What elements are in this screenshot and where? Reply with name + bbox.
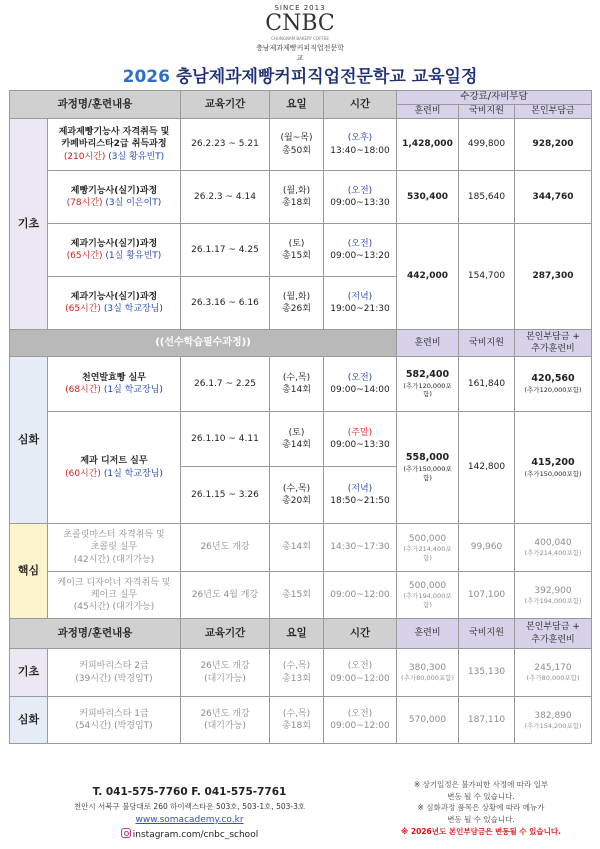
divider-support: 국비지원	[459, 330, 515, 357]
time-cell	[324, 171, 397, 224]
divider-self	[515, 330, 592, 357]
days-cell	[270, 277, 324, 330]
period-cell: 26.1.7 ~ 2.25	[181, 357, 270, 412]
header-course: 과정명/훈련내용	[10, 91, 181, 119]
course-cell	[48, 357, 181, 412]
period-cell: 26.1.17 ~ 4.25	[181, 224, 270, 277]
time-slot: (오전)	[347, 661, 373, 672]
course-name: 초콜릿 실무	[90, 542, 138, 553]
instagram-link[interactable]: instagram.com/cnbc_school	[132, 830, 259, 840]
time-value: 18:50~21:50	[330, 496, 390, 506]
support-cell: 99,960	[459, 524, 515, 572]
fee-value: 558,000	[405, 452, 450, 464]
self-sub: (추가80,000포함)	[526, 674, 580, 683]
table-header-row	[10, 91, 592, 105]
days-cell	[270, 467, 324, 524]
support-cell: 185,640	[459, 171, 515, 224]
self-value: 420,560	[531, 373, 575, 385]
fee-cell: 1,428,000	[397, 119, 459, 171]
time-cell	[324, 277, 397, 330]
fee-value: 582,400	[405, 368, 450, 380]
logo-mark: CNBC	[265, 11, 335, 36]
session-count: 총15회	[270, 572, 324, 619]
course-hours: (39시간)	[75, 673, 112, 684]
fee-cell	[397, 572, 459, 619]
course-name: 제과기능사(실기)과정	[70, 238, 158, 249]
course-hours: (45시간)	[73, 602, 110, 613]
course-hours: (65시간)	[65, 304, 101, 314]
table-row	[10, 224, 592, 277]
period-cell: 26.2.3 ~ 4.14	[181, 171, 270, 224]
header-time: 시간	[324, 91, 397, 119]
logo-since: SINCE 2013	[274, 4, 326, 12]
self-value: 382,890	[534, 710, 572, 721]
time-slot: (오후)	[347, 133, 373, 144]
instagram-icon	[121, 828, 131, 838]
period-value: 26년도 개강	[200, 661, 250, 672]
time-cell: 09:00~12:00	[324, 572, 397, 619]
session-count: 총26회	[282, 304, 311, 314]
fee-cell	[397, 524, 459, 572]
coffee-self-line1: 본인부담금 +	[526, 622, 580, 633]
period-note: (대기가능)	[204, 721, 246, 731]
header-payment: 수강료/자비부담	[397, 91, 592, 105]
support-cell: 107,100	[459, 572, 515, 619]
course-room: (박경임T)	[114, 721, 153, 731]
days-value: (월,화)	[282, 291, 311, 302]
phone-fax: T. 041-575-7760 F. 041-575-7761	[92, 786, 287, 798]
fee-sub: (추가150,000포함)	[403, 465, 452, 482]
course-cell	[48, 119, 181, 171]
coffee-header-support: 국비지원	[459, 619, 515, 649]
course-hours: (42시간)	[73, 554, 110, 565]
coffee-header-course: 과정명/훈련내용	[10, 619, 181, 649]
course-name: 카페바리스타2급 취득과정	[61, 139, 167, 150]
days-value: (수,목)	[282, 708, 311, 719]
self-value: 245,170	[534, 663, 572, 674]
time-cell	[324, 224, 397, 277]
course-hours: (65시간)	[66, 251, 103, 261]
divider-fee: 훈련비	[397, 330, 459, 357]
time-cell	[324, 357, 397, 412]
time-slot: (저녁)	[347, 291, 373, 302]
course-name: 커피바리스타 2급	[79, 661, 149, 672]
self-cell	[515, 357, 592, 412]
support-cell: 187,110	[459, 697, 515, 744]
fee-sub: (추가194,000포함)	[403, 592, 452, 610]
fee-cell	[397, 357, 459, 412]
course-room: (박경임T)	[114, 673, 153, 684]
days-cell	[270, 697, 324, 744]
time-value: 09:00~14:00	[330, 385, 390, 395]
session-count: 총18회	[282, 198, 311, 208]
session-count: 총14회	[282, 385, 311, 395]
school-logo	[255, 4, 345, 62]
course-cell	[48, 277, 181, 330]
days-cell	[270, 119, 324, 171]
logo-school-name: 충남제과제빵커피직업전문학교	[256, 44, 344, 62]
fee-value: 500,000	[408, 533, 447, 544]
header-days: 요일	[270, 91, 324, 119]
category-advanced: 심화	[10, 357, 48, 524]
course-cell	[48, 572, 181, 619]
header-support: 국비지원	[459, 105, 515, 119]
title-text: 충남제과제빵커피직업전문학교 교육일정	[175, 67, 478, 87]
course-name: 커피바리스타 1급	[79, 708, 149, 719]
course-room: (3실 학교장님)	[103, 304, 163, 314]
table-divider-row	[10, 330, 592, 357]
time-slot: (저녁)	[347, 483, 373, 494]
fee-sub: (추가214,400포함)	[403, 544, 452, 562]
days-value: (월,화)	[282, 185, 311, 196]
table-row	[10, 119, 592, 171]
period-cell: 26.3.16 ~ 6.16	[181, 277, 270, 330]
self-sub: (추가194,000포함)	[524, 596, 582, 605]
days-cell	[270, 171, 324, 224]
self-cell	[515, 649, 592, 697]
website-link[interactable]: www.somacademy.co.kr	[135, 815, 244, 825]
course-room: (3실 이은이T)	[105, 198, 162, 208]
days-value: (토)	[288, 238, 305, 249]
schedule-table	[9, 90, 592, 744]
coffee-header-days: 요일	[270, 619, 324, 649]
period-note: (대기가능)	[204, 673, 246, 684]
note-line: ※ 심화과정 품목은 상황에 따라 메뉴가	[417, 803, 545, 813]
self-sub: (추가214,400포함)	[524, 549, 582, 558]
course-name: 제과 디저트 실무	[80, 456, 148, 467]
period-cell: 26.1.10 ~ 4.11	[181, 412, 270, 467]
session-count: 총14회	[270, 524, 324, 572]
support-cell-shared: 154,700	[459, 224, 515, 330]
period-cell	[181, 649, 270, 697]
self-cell-shared: 287,300	[515, 224, 592, 330]
days-value: (수,목)	[282, 372, 311, 383]
self-sub: (추가120,000포함)	[524, 386, 582, 395]
support-cell: 499,800	[459, 119, 515, 171]
course-hours: (60시간)	[65, 468, 101, 479]
self-sub: (추가154,200포함)	[524, 721, 582, 730]
note-line: 변동 될 수 있습니다.	[447, 791, 515, 801]
time-value: 09:00~13:30	[330, 198, 390, 208]
course-room: (3실 황유빈T)	[108, 151, 165, 162]
fee-cell	[397, 649, 459, 697]
days-value: (월~목)	[280, 133, 313, 144]
time-value: 09:00~12:00	[330, 673, 390, 684]
fee-sub: (추가120,000포함)	[403, 381, 452, 399]
course-hours: (210시간)	[63, 151, 106, 162]
title-year: 2026	[122, 67, 170, 87]
time-cell	[324, 649, 397, 697]
course-name: 제빵기능사(실기)과정	[70, 185, 158, 196]
coffee-header-time: 시간	[324, 619, 397, 649]
course-room: (대기가능)	[112, 554, 155, 565]
period-cell: 26.2.23 ~ 5.21	[181, 119, 270, 171]
instagram-row[interactable]	[12, 828, 367, 840]
session-count: 총13회	[282, 673, 311, 684]
self-value: 400,040	[534, 538, 572, 549]
session-count: 총15회	[282, 251, 311, 261]
time-cell	[324, 412, 397, 467]
course-cell	[48, 649, 181, 697]
course-room: (1실 학교장님)	[103, 468, 163, 479]
self-cell: 928,200	[515, 119, 592, 171]
divider-self-line1: 본인부담금 +	[526, 331, 580, 342]
course-name: 케이크 실무	[90, 589, 138, 600]
self-cell	[515, 524, 592, 572]
days-cell	[270, 357, 324, 412]
table-row	[10, 412, 592, 467]
days-cell	[270, 412, 324, 467]
course-name: 제과기능사(실기)과정	[70, 291, 158, 302]
session-count: 총18회	[282, 721, 311, 731]
coffee-header-row	[10, 619, 592, 649]
course-name: 초콜릿마스터 자격취득 및	[63, 530, 165, 541]
category-basic: 기초	[10, 119, 48, 330]
time-slot: (오전)	[347, 708, 373, 719]
course-cell	[48, 697, 181, 744]
category-coffee-advanced: 심화	[10, 697, 48, 744]
self-cell	[515, 697, 592, 744]
header-self: 본인부담금	[515, 105, 592, 119]
prerequisite-label: ((선수학습필수과정))	[10, 330, 397, 357]
session-count: 총14회	[282, 440, 311, 450]
table-row	[10, 357, 592, 412]
period-cell: 26년도 개강	[181, 524, 270, 572]
note-line: 변동 될 수 있습니다.	[447, 814, 515, 824]
table-row	[10, 649, 592, 697]
coffee-header-fee: 훈련비	[397, 619, 459, 649]
coffee-header-self	[515, 619, 592, 649]
self-cell	[515, 572, 592, 619]
table-row	[10, 171, 592, 224]
fee-value: 380,300	[408, 663, 447, 674]
self-cell: 344,760	[515, 171, 592, 224]
time-value: 09:00~13:30	[330, 440, 390, 450]
days-value: (수,목)	[282, 661, 311, 672]
period-cell: 26년도 4월 개강	[181, 572, 270, 619]
time-cell	[324, 119, 397, 171]
course-cell	[48, 524, 181, 572]
days-value: (수,목)	[282, 483, 311, 494]
course-hours: (68시간)	[65, 385, 101, 395]
days-cell	[270, 224, 324, 277]
period-cell	[181, 697, 270, 744]
table-row	[10, 524, 592, 572]
course-cell	[48, 171, 181, 224]
self-value: 415,200	[531, 456, 575, 468]
time-slot: (오전)	[347, 372, 373, 383]
fee-sub: (추가80,000포함)	[401, 674, 454, 683]
coffee-self-line2: 추가훈련비	[531, 634, 575, 645]
time-cell	[324, 467, 397, 524]
time-value: 19:00~21:30	[330, 304, 390, 314]
support-cell: 135,130	[459, 649, 515, 697]
course-name: 천연발효빵 실무	[82, 372, 146, 383]
time-value: 13:40~18:00	[330, 145, 390, 156]
category-core: 핵심	[10, 524, 48, 619]
course-cell	[48, 224, 181, 277]
category-coffee-basic: 기초	[10, 649, 48, 697]
divider-self-line2: 추가훈련비	[531, 344, 575, 354]
course-hours: (78시간)	[66, 198, 103, 208]
fee-cell: 530,400	[397, 171, 459, 224]
header-fee: 훈련비	[397, 105, 459, 119]
note-warning: ※ 2026년도 본인부담금은 변동될 수 있습니다.	[401, 826, 561, 836]
course-cell	[48, 412, 181, 524]
time-slot: (주말)	[347, 427, 373, 438]
session-count: 총50회	[282, 145, 311, 156]
session-count: 총20회	[282, 496, 311, 506]
time-value: 09:00~12:00	[330, 721, 390, 731]
table-row	[10, 697, 592, 744]
fee-cell-shared: 442,000	[397, 224, 459, 330]
fee-value: 500,000	[408, 581, 447, 592]
table-row	[10, 572, 592, 619]
fee-cell: 570,000	[397, 697, 459, 744]
course-room: (1실 학교장님)	[103, 385, 163, 395]
fee-cell	[397, 412, 459, 524]
period-cell: 26.1.15 ~ 3.26	[181, 467, 270, 524]
time-slot: (오전)	[347, 238, 373, 249]
days-cell	[270, 649, 324, 697]
notes-block	[370, 779, 592, 837]
time-cell	[324, 697, 397, 744]
course-room: (대기가능)	[112, 602, 155, 613]
time-cell: 14:30~17:30	[324, 524, 397, 572]
time-slot: (오전)	[347, 185, 373, 196]
contact-block	[12, 786, 367, 840]
self-sub: (추가150,000포함)	[524, 469, 582, 478]
page-title	[0, 62, 600, 87]
period-value: 26년도 개강	[200, 708, 250, 719]
logo-tag: CHUNGNAM BAKERY COFFEE	[271, 36, 329, 41]
time-value: 09:00~13:20	[330, 251, 390, 261]
self-value: 392,900	[534, 585, 572, 596]
course-name: 케이크 디자이너 자격취득 및	[57, 577, 171, 588]
header-period: 교육기간	[181, 91, 270, 119]
address: 천안시 서북구 불당대로 260 하이렉스타운 503호, 503-1호, 503-3호	[73, 802, 306, 811]
course-name: 제과제빵기능사 자격취득 및	[58, 127, 170, 138]
course-room: (1실 황유빈T)	[105, 251, 162, 261]
support-cell: 161,840	[459, 357, 515, 412]
coffee-header-period: 교육기간	[181, 619, 270, 649]
course-hours: (54시간)	[75, 721, 112, 731]
days-value: (토)	[288, 427, 305, 438]
self-cell	[515, 412, 592, 524]
note-line: ※ 상기일정은 불가피한 사정에 따라 일부	[413, 780, 549, 789]
support-cell: 142,800	[459, 412, 515, 524]
